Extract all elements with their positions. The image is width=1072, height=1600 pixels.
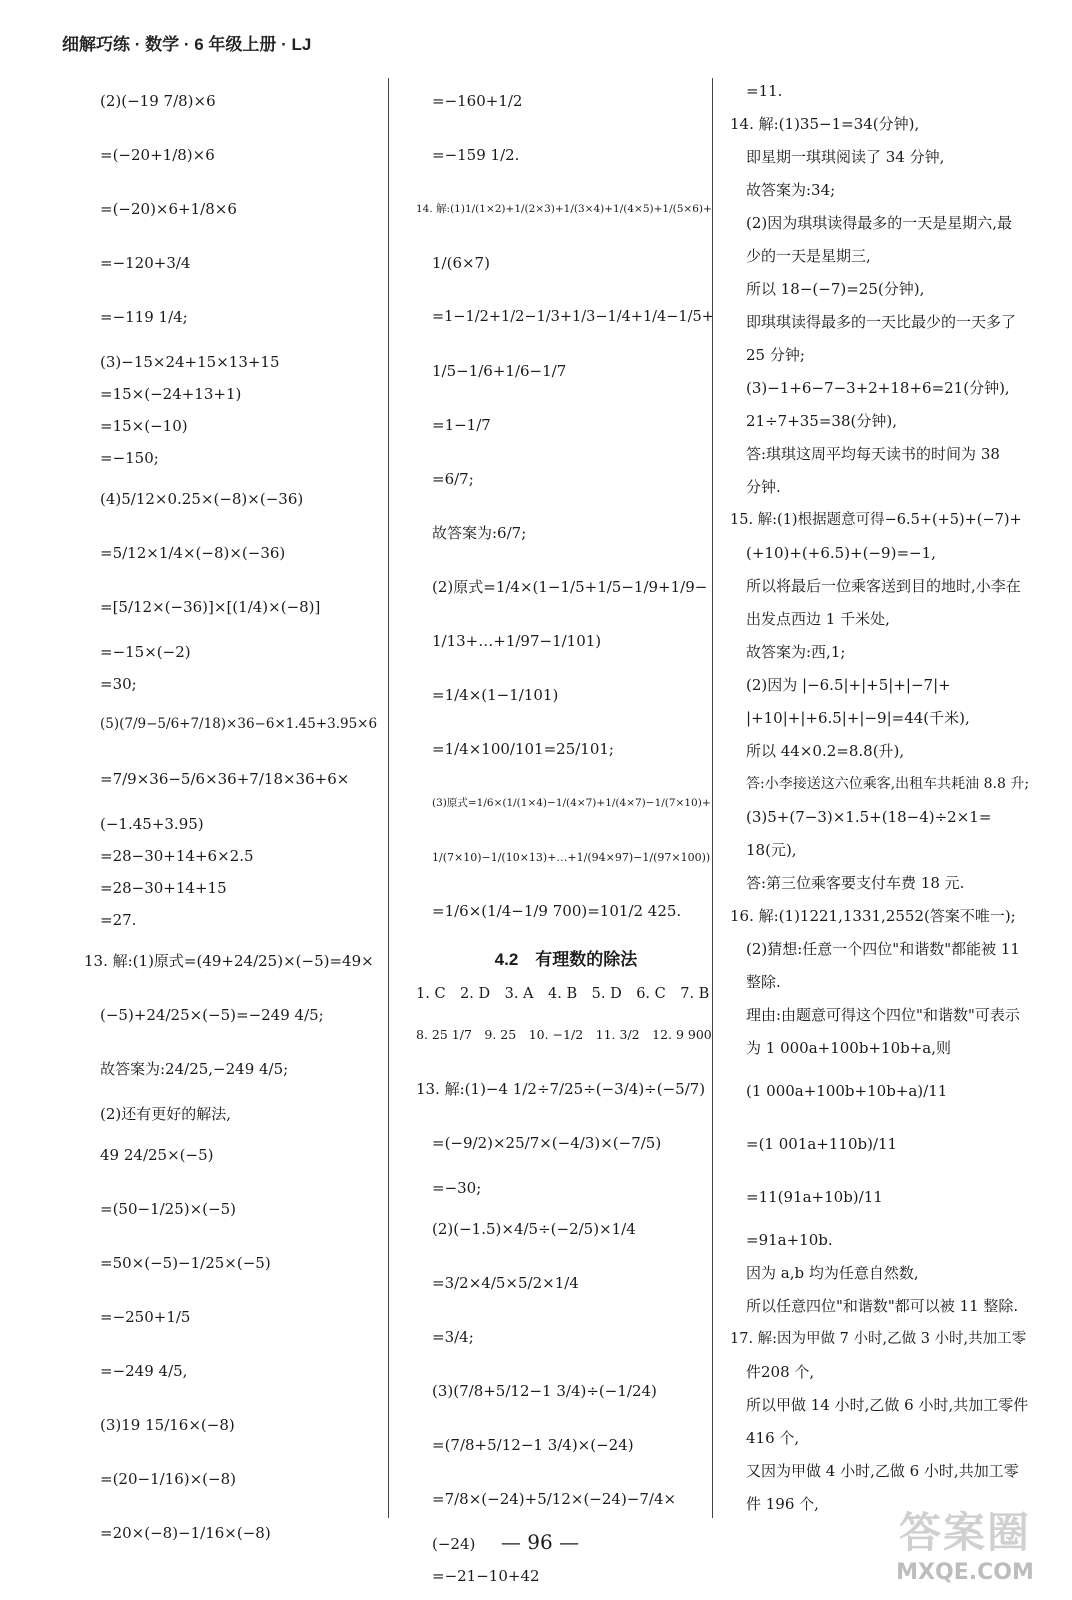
solution-line: 为 1 000a+100b+10b+a,则 (746, 1038, 951, 1057)
section-title: 4.2 有理数的除法 (494, 949, 638, 969)
solution-line: (3)−15×24+15×13+15 (100, 352, 280, 371)
watermark-url: MXQE.COM (896, 1560, 1034, 1585)
solution-line: =−150; (100, 448, 159, 467)
solution-line: 故答案为:6/7; (432, 523, 527, 542)
solution-line: =7/8×(−24)+5/12×(−24)−7/4× (432, 1489, 677, 1508)
solution-line: 分钟. (746, 477, 781, 496)
solution-line: (2)(−19 7/8)×6 (100, 91, 216, 110)
solution-line: (−24) (432, 1534, 476, 1553)
solution-line: 整除. (746, 972, 781, 991)
watermark-logo (870, 1500, 1060, 1590)
solution-line: =7/9×36−5/6×36+7/18×36+6× (100, 769, 350, 788)
solution-line: (−1.45+3.95) (100, 814, 204, 833)
solution-line: =−120+3/4 (100, 253, 191, 272)
page-number: — 96 — (500, 1530, 580, 1554)
solution-line: 18(元), (746, 840, 797, 859)
solution-line: (5)(7/9−5/6+7/18)×36−6×1.45+3.95×6 (100, 716, 378, 733)
solution-line: 所以甲做 14 小时,乙做 6 小时,共加工零件 (746, 1395, 1029, 1414)
solution-line: =1/4×(1−1/101) (432, 685, 559, 704)
solution-line: 所以 44×0.2=8.8(升), (746, 741, 905, 760)
solution-line: 17. 解:因为甲做 7 小时,乙做 3 小时,共加工零 (730, 1330, 1027, 1347)
solution-line: (2)猜想:任意一个四位"和谐数"都能被 11 (746, 939, 1020, 958)
solution-line: (2)原式=1/4×(1−1/5+1/5−1/9+1/9− (432, 577, 708, 596)
solution-line: (4)5/12×0.25×(−8)×(−36) (100, 489, 304, 508)
solution-line: 因为 a,b 均为任意自然数, (746, 1263, 919, 1282)
solution-line: 13. 解:(1)原式=(49+24/25)×(−5)=49× (84, 951, 374, 970)
solution-line: =1/4×100/101=25/101; (432, 739, 614, 758)
running-header: 细解巧练 · 数学 · 6 年级上册 · LJ (62, 35, 312, 54)
solution-line: =−119 1/4; (100, 307, 188, 326)
solution-line: =−30; (432, 1178, 482, 1197)
solution-line: 理由:由题意可得这个四位"和谐数"可表示 (746, 1005, 1020, 1024)
solution-line: =(−20+1/8)×6 (100, 145, 215, 164)
solution-line: 49 24/25×(−5) (100, 1145, 214, 1164)
answer-column-left (84, 78, 384, 1564)
solution-line: =(50−1/25)×(−5) (100, 1199, 236, 1218)
answer-column-middle (416, 78, 716, 1594)
solution-line: =(1 001a+110b)/11 (746, 1134, 898, 1153)
solution-line: 1/13+…+1/97−1/101) (432, 631, 602, 650)
solution-line: =(−9/2)×25/7×(−4/3)×(−7/5) (432, 1133, 662, 1152)
watermark-text: 答案圈 (898, 1508, 1031, 1557)
solution-line: =[5/12×(−36)]×[(1/4)×(−8)] (100, 597, 321, 616)
solution-line: =−159 1/2. (432, 145, 520, 164)
solution-line: =(20−1/16)×(−8) (100, 1469, 236, 1488)
solution-line: =(−20)×6+1/8×6 (100, 199, 237, 218)
solution-line: 出发点西边 1 千米处, (746, 609, 890, 628)
solution-line: |+10|+|+6.5|+|−9|=44(千米), (746, 708, 970, 727)
answer-column-right (730, 78, 1030, 1524)
solution-line: (−5)+24/25×(−5)=−249 4/5; (100, 1005, 324, 1024)
solution-line: 答:琪琪这周平均每天读书的时间为 38 (746, 444, 1000, 463)
solution-line: =6/7; (432, 469, 474, 488)
solution-line: 即琪琪读得最多的一天比最少的一天多了 (746, 312, 1017, 331)
solution-line: (3)原式=1/6×(1/(1×4)−1/(4×7)+1/(4×7)−1/(7×10)+ (432, 796, 711, 809)
solution-line: 1/5−1/6+1/6−1/7 (432, 361, 567, 380)
solution-line: 件 196 个, (746, 1494, 819, 1513)
solution-line: =5/12×1/4×(−8)×(−36) (100, 543, 286, 562)
solution-line: 所以将最后一位乘客送到目的地时,小李在 (746, 576, 1021, 595)
solution-line: 故答案为:34; (746, 180, 836, 199)
solution-line: (2)因为琪琪读得最多的一天是星期六,最 (746, 213, 1013, 232)
solution-line: 21÷7+35=38(分钟), (746, 411, 897, 430)
solution-line: =15×(−10) (100, 416, 188, 435)
solution-line: =27. (100, 910, 137, 929)
solution-line: =28−30+14+15 (100, 878, 227, 897)
solution-line: 15. 解:(1)根据题意可得−6.5+(+5)+(−7)+ (730, 511, 1022, 528)
solution-line: =15×(−24+13+1) (100, 384, 242, 403)
solution-line: 14. 解:(1)1/(1×2)+1/(2×3)+1/(3×4)+1/(4×5)+1/(5×6)+ (416, 202, 712, 215)
solution-line: 16. 解:(1)1221,1331,2552(答案不唯一); (730, 906, 1016, 925)
solution-line: 25 分钟; (746, 345, 805, 364)
solution-line: =−160+1/2 (432, 91, 523, 110)
solution-line: 又因为甲做 4 小时,乙做 6 小时,共加工零 (746, 1461, 1019, 1480)
solution-line: (1 000a+100b+10b+a)/11 (746, 1081, 948, 1100)
solution-line: (3)−1+6−7−3+2+18+6=21(分钟), (746, 378, 1010, 397)
solution-line: 1. C 2. D 3. A 4. B 5. D 6. C 7. B (416, 985, 710, 1002)
solution-line: 即星期一琪琪阅读了 34 分钟, (746, 147, 945, 166)
solution-line: 答:第三位乘客要支付车费 18 元. (746, 873, 965, 892)
solution-line: 件208 个, (746, 1362, 815, 1381)
solution-line: =91a+10b. (746, 1230, 833, 1249)
solution-line: 13. 解:(1)−4 1/2÷7/25÷(−3/4)÷(−5/7) (416, 1079, 706, 1098)
solution-line: 故答案为:西,1; (746, 642, 846, 661)
solution-line: =1/6×(1/4−1/9 700)=101/2 425. (432, 901, 682, 920)
solution-line: =30; (100, 674, 137, 693)
solution-line: =3/2×4/5×5/2×1/4 (432, 1273, 579, 1292)
solution-line: 8. 25 1/7 9. 25 10. −1/2 11. 3/2 12. 9 900 (416, 1026, 712, 1042)
solution-line: =−21−10+42 (432, 1566, 540, 1585)
solution-line: =3/4; (432, 1327, 474, 1346)
solution-line: 故答案为:24/25,−249 4/5; (100, 1059, 289, 1078)
solution-line: =20×(−8)−1/16×(−8) (100, 1523, 271, 1542)
solution-line: 少的一天是星期三, (746, 246, 871, 265)
solution-line: (2)还有更好的解法, (100, 1104, 232, 1123)
solution-line: =−250+1/5 (100, 1307, 191, 1326)
column-divider (388, 78, 389, 1518)
solution-line: =50×(−5)−1/25×(−5) (100, 1253, 271, 1272)
solution-line: =−249 4/5, (100, 1361, 188, 1380)
solution-line: 416 个, (746, 1428, 800, 1447)
solution-line: =28−30+14+6×2.5 (100, 846, 254, 865)
solution-line: =11(91a+10b)/11 (746, 1187, 883, 1206)
solution-line: (2)(−1.5)×4/5÷(−2/5)×1/4 (432, 1219, 636, 1238)
solution-line: =11. (746, 81, 783, 100)
solution-line: 答:小李接送这六位乘客,出租车共耗油 8.8 升; (746, 776, 1030, 792)
solution-line: 所以 18−(−7)=25(分钟), (746, 279, 925, 298)
solution-line: =1−1/7 (432, 415, 491, 434)
solution-line: =−15×(−2) (100, 642, 191, 661)
solution-line: (3)19 15/16×(−8) (100, 1415, 235, 1434)
solution-line: =(7/8+5/12−1 3/4)×(−24) (432, 1435, 634, 1454)
solution-line: 所以任意四位"和谐数"都可以被 11 整除. (746, 1296, 1019, 1315)
solution-line: (+10)+(+6.5)+(−9)=−1, (746, 543, 936, 562)
solution-line: (3)5+(7−3)×1.5+(18−4)÷2×1= (746, 807, 992, 826)
solution-line: 14. 解:(1)35−1=34(分钟), (730, 114, 920, 133)
solution-line: 1/(6×7) (432, 253, 490, 272)
solution-line: =1−1/2+1/2−1/3+1/3−1/4+1/4−1/5+ (432, 308, 714, 325)
solution-line: 1/(7×10)−1/(10×13)+…+1/(94×97)−1/(97×100)) (432, 850, 711, 864)
solution-line: (2)因为 |−6.5|+|+5|+|−7|+ (746, 675, 951, 694)
solution-line: (3)(7/8+5/12−1 3/4)÷(−1/24) (432, 1381, 657, 1400)
